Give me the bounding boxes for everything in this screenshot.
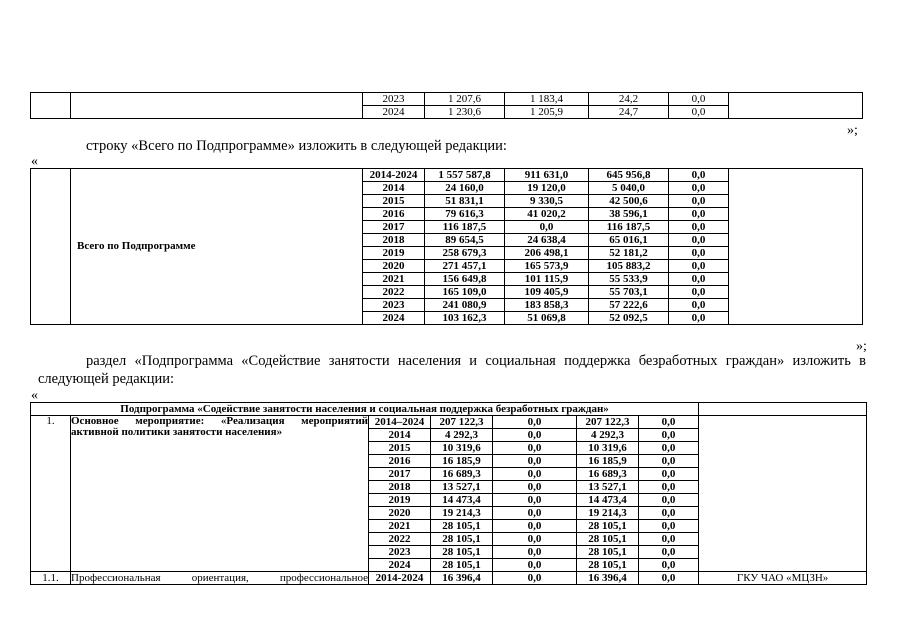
total-cell: 28 105,1 bbox=[431, 520, 493, 533]
item-description-cell bbox=[71, 416, 369, 572]
total-cell: 19 214,3 bbox=[431, 507, 493, 520]
total-cell: 16 396,4 bbox=[431, 572, 493, 585]
district-budget-cell: 0,0 bbox=[493, 533, 577, 546]
other-sources-cell: 0,0 bbox=[639, 416, 699, 429]
district-budget-cell: 0,0 bbox=[493, 572, 577, 585]
num-cell bbox=[31, 169, 71, 325]
district-budget-cell: 165 573,9 bbox=[505, 260, 589, 273]
okrug-budget-cell: 5 040,0 bbox=[589, 182, 669, 195]
okrug-budget-cell: 16 689,3 bbox=[577, 468, 639, 481]
other-sources-cell: 0,0 bbox=[669, 260, 729, 273]
year-cell: 2020 bbox=[363, 260, 425, 273]
item-description-cell: Профессиональная ориентация, профессиональное bbox=[71, 571, 368, 584]
year-cell: 2015 bbox=[369, 442, 431, 455]
other-sources-cell: 0,0 bbox=[639, 494, 699, 507]
year-cell: 2020 bbox=[369, 507, 431, 520]
other-sources-cell: 0,0 bbox=[669, 221, 729, 234]
district-budget-cell: 0,0 bbox=[493, 559, 577, 572]
okrug-budget-cell: 55 533,9 bbox=[589, 273, 669, 286]
other-sources-cell: 0,0 bbox=[669, 273, 729, 286]
total-cell: 79 616,3 bbox=[425, 208, 505, 221]
total-cell: 28 105,1 bbox=[431, 546, 493, 559]
description-line: активной политики занятости населения» bbox=[71, 426, 283, 438]
okrug-budget-cell: 16 185,9 bbox=[577, 455, 639, 468]
district-budget-cell: 0,0 bbox=[493, 481, 577, 494]
desc-cell bbox=[71, 93, 363, 119]
okrug-budget-cell: 16 396,4 bbox=[577, 572, 639, 585]
okrug-budget-cell: 28 105,1 bbox=[577, 559, 639, 572]
open-quote: « bbox=[31, 154, 38, 169]
year-cell: 2021 bbox=[363, 273, 425, 286]
district-budget-cell: 101 115,9 bbox=[505, 273, 589, 286]
total-cell: 1 207,6 bbox=[425, 93, 505, 106]
other-sources-cell: 0,0 bbox=[669, 247, 729, 260]
okrug-budget-cell: 65 016,1 bbox=[589, 234, 669, 247]
year-cell: 2014 bbox=[363, 182, 425, 195]
executor-cell bbox=[699, 416, 867, 572]
total-cell: 51 831,1 bbox=[425, 195, 505, 208]
total-cell: 116 187,5 bbox=[425, 221, 505, 234]
district-budget-cell: 0,0 bbox=[505, 221, 589, 234]
year-cell: 2022 bbox=[369, 533, 431, 546]
district-budget-cell: 0,0 bbox=[493, 455, 577, 468]
section-table bbox=[30, 402, 867, 585]
top-table bbox=[30, 92, 863, 119]
total-cell: 165 109,0 bbox=[425, 286, 505, 299]
item-number-cell: 1.1. bbox=[31, 572, 71, 585]
other-sources-cell: 0,0 bbox=[669, 208, 729, 221]
district-budget-cell: 911 631,0 bbox=[505, 169, 589, 182]
year-cell: 2014-2024 bbox=[369, 572, 431, 585]
district-budget-cell: 0,0 bbox=[493, 546, 577, 559]
year-cell: 2014-2024 bbox=[363, 169, 425, 182]
num-cell bbox=[31, 93, 71, 119]
year-cell: 2022 bbox=[363, 286, 425, 299]
district-budget-cell: 0,0 bbox=[493, 520, 577, 533]
district-budget-cell: 0,0 bbox=[493, 494, 577, 507]
year-cell: 2018 bbox=[369, 481, 431, 494]
district-budget-cell: 0,0 bbox=[493, 442, 577, 455]
paragraph-section-line1: раздел «Подпрограмма «Содействие занятости населения и социальная поддержка безработных граждан» изложить в bbox=[86, 353, 866, 369]
other-sources-cell: 0,0 bbox=[669, 93, 729, 106]
section-header-row bbox=[31, 403, 867, 416]
okrug-budget-cell: 28 105,1 bbox=[577, 546, 639, 559]
year-cell: 2014–2024 bbox=[369, 416, 431, 429]
other-sources-cell: 0,0 bbox=[639, 481, 699, 494]
empty-cell bbox=[699, 403, 867, 416]
total-cell: 258 679,3 bbox=[425, 247, 505, 260]
total-cell: 4 292,3 bbox=[431, 429, 493, 442]
other-sources-cell: 0,0 bbox=[669, 169, 729, 182]
paragraph-total-line: строку «Всего по Подпрограмме» изложить в следующей редакции: bbox=[86, 138, 507, 154]
okrug-budget-cell: 13 527,1 bbox=[577, 481, 639, 494]
district-budget-cell: 24 638,4 bbox=[505, 234, 589, 247]
other-sources-cell: 0,0 bbox=[669, 286, 729, 299]
total-cell: 156 649,8 bbox=[425, 273, 505, 286]
total-cell: 89 654,5 bbox=[425, 234, 505, 247]
other-sources-cell: 0,0 bbox=[639, 455, 699, 468]
other-sources-cell: 0,0 bbox=[639, 442, 699, 455]
year-cell: 2019 bbox=[363, 247, 425, 260]
total-cell: 24 160,0 bbox=[425, 182, 505, 195]
other-sources-cell: 0,0 bbox=[669, 299, 729, 312]
open-quote: « bbox=[31, 388, 38, 403]
okrug-budget-cell: 207 122,3 bbox=[577, 416, 639, 429]
okrug-budget-cell: 28 105,1 bbox=[577, 520, 639, 533]
total-cell: 13 527,1 bbox=[431, 481, 493, 494]
year-cell: 2015 bbox=[363, 195, 425, 208]
other-sources-cell: 0,0 bbox=[669, 195, 729, 208]
other-sources-cell: 0,0 bbox=[639, 559, 699, 572]
total-cell: 241 080,9 bbox=[425, 299, 505, 312]
year-cell: 2023 bbox=[363, 299, 425, 312]
total-cell: 28 105,1 bbox=[431, 533, 493, 546]
close-quote: »; bbox=[847, 123, 858, 138]
total-cell: 103 162,3 bbox=[425, 312, 505, 325]
okrug-budget-cell: 24,7 bbox=[589, 106, 669, 119]
district-budget-cell: 183 858,3 bbox=[505, 299, 589, 312]
okrug-budget-cell: 645 956,8 bbox=[589, 169, 669, 182]
year-cell: 2018 bbox=[363, 234, 425, 247]
district-budget-cell: 109 405,9 bbox=[505, 286, 589, 299]
okrug-budget-cell: 19 214,3 bbox=[577, 507, 639, 520]
year-cell: 2023 bbox=[363, 93, 425, 106]
district-budget-cell: 41 020,2 bbox=[505, 208, 589, 221]
year-cell: 2017 bbox=[369, 468, 431, 481]
year-cell: 2024 bbox=[363, 312, 425, 325]
total-table bbox=[30, 168, 863, 325]
total-cell: 207 122,3 bbox=[431, 416, 493, 429]
total-cell: 14 473,4 bbox=[431, 494, 493, 507]
executor-cell bbox=[729, 93, 863, 119]
year-cell: 2023 bbox=[369, 546, 431, 559]
district-budget-cell: 19 120,0 bbox=[505, 182, 589, 195]
total-label-cell: Всего по Подпрограмме bbox=[71, 169, 363, 325]
total-cell: 16 185,9 bbox=[431, 455, 493, 468]
district-budget-cell: 9 330,5 bbox=[505, 195, 589, 208]
district-budget-cell: 0,0 bbox=[493, 507, 577, 520]
year-cell: 2024 bbox=[363, 106, 425, 119]
year-cell: 2016 bbox=[369, 455, 431, 468]
close-quote: »; bbox=[856, 339, 867, 354]
total-cell: 16 689,3 bbox=[431, 468, 493, 481]
other-sources-cell: 0,0 bbox=[639, 520, 699, 533]
okrug-budget-cell: 52 092,5 bbox=[589, 312, 669, 325]
year-cell: 2016 bbox=[363, 208, 425, 221]
okrug-budget-cell: 28 105,1 bbox=[577, 533, 639, 546]
total-cell: 1 230,6 bbox=[425, 106, 505, 119]
okrug-budget-cell: 55 703,1 bbox=[589, 286, 669, 299]
other-sources-cell: 0,0 bbox=[639, 429, 699, 442]
district-budget-cell: 51 069,8 bbox=[505, 312, 589, 325]
okrug-budget-cell: 52 181,2 bbox=[589, 247, 669, 260]
okrug-budget-cell: 10 319,6 bbox=[577, 442, 639, 455]
year-cell: 2024 bbox=[369, 559, 431, 572]
okrug-budget-cell: 116 187,5 bbox=[589, 221, 669, 234]
section-header-cell: Подпрограмма «Содействие занятости населения и социальная поддержка безработных граждан» bbox=[31, 403, 699, 416]
okrug-budget-cell: 14 473,4 bbox=[577, 494, 639, 507]
other-sources-cell: 0,0 bbox=[669, 234, 729, 247]
district-budget-cell: 0,0 bbox=[493, 429, 577, 442]
executor-cell bbox=[729, 169, 863, 325]
okrug-budget-cell: 57 222,6 bbox=[589, 299, 669, 312]
okrug-budget-cell: 38 596,1 bbox=[589, 208, 669, 221]
other-sources-cell: 0,0 bbox=[639, 572, 699, 585]
other-sources-cell: 0,0 bbox=[639, 468, 699, 481]
year-cell: 2014 bbox=[369, 429, 431, 442]
executor-cell: ГКУ ЧАО «МЦЗН» bbox=[699, 572, 867, 585]
other-sources-cell: 0,0 bbox=[639, 546, 699, 559]
other-sources-cell: 0,0 bbox=[669, 312, 729, 325]
table-row bbox=[31, 93, 863, 106]
table-row bbox=[31, 169, 863, 182]
other-sources-cell: 0,0 bbox=[639, 507, 699, 520]
table-row bbox=[31, 572, 867, 585]
district-budget-cell: 0,0 bbox=[493, 468, 577, 481]
district-budget-cell: 1 183,4 bbox=[505, 93, 589, 106]
okrug-budget-cell: 42 500,6 bbox=[589, 195, 669, 208]
okrug-budget-cell: 24,2 bbox=[589, 93, 669, 106]
total-cell: 28 105,1 bbox=[431, 559, 493, 572]
total-cell: 10 319,6 bbox=[431, 442, 493, 455]
okrug-budget-cell: 105 883,2 bbox=[589, 260, 669, 273]
item-number-cell: 1. bbox=[31, 416, 71, 572]
description-line: Основное мероприятие: «Реализация мероприятий bbox=[71, 415, 368, 427]
other-sources-cell: 0,0 bbox=[669, 106, 729, 119]
other-sources-cell: 0,0 bbox=[669, 182, 729, 195]
table-row bbox=[31, 416, 867, 429]
okrug-budget-cell: 4 292,3 bbox=[577, 429, 639, 442]
year-cell: 2019 bbox=[369, 494, 431, 507]
district-budget-cell: 0,0 bbox=[493, 416, 577, 429]
year-cell: 2021 bbox=[369, 520, 431, 533]
other-sources-cell: 0,0 bbox=[639, 533, 699, 546]
year-cell: 2017 bbox=[363, 221, 425, 234]
district-budget-cell: 206 498,1 bbox=[505, 247, 589, 260]
total-cell: 271 457,1 bbox=[425, 260, 505, 273]
district-budget-cell: 1 205,9 bbox=[505, 106, 589, 119]
total-cell: 1 557 587,8 bbox=[425, 169, 505, 182]
paragraph-section-line2: следующей редакции: bbox=[38, 371, 175, 387]
